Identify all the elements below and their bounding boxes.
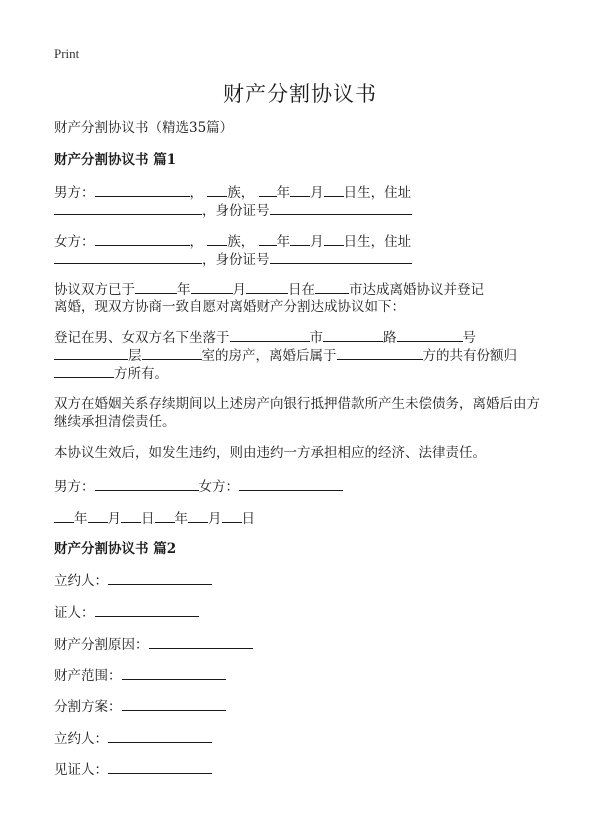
date1-month-blank[interactable]: [88, 509, 108, 523]
p1-day-blank[interactable]: [246, 280, 288, 294]
date2-day-blank[interactable]: [222, 509, 242, 523]
wife-signature-blank[interactable]: [239, 477, 343, 491]
s2-party-blank[interactable]: [108, 571, 212, 585]
s2-reason-blank[interactable]: [149, 635, 253, 649]
s2-field-party2: 立约人：: [54, 729, 212, 748]
paragraph4: 本协议生效后，如发生违约，则由违约一方承担相应的经济、法律责任。: [54, 445, 486, 461]
section1-heading: 财产分割协议书 篇1: [54, 152, 177, 168]
p2-owner-blank[interactable]: [337, 346, 423, 360]
husband-day-blank[interactable]: [324, 183, 344, 197]
date2-year-blank[interactable]: [155, 509, 175, 523]
p2-floor-blank[interactable]: [142, 346, 202, 360]
date-line: 年 月 日 年 月 日: [54, 509, 255, 528]
husband-address-blank[interactable]: [54, 201, 202, 215]
date1-day-blank[interactable]: [121, 509, 141, 523]
s2-scope-blank[interactable]: [122, 666, 226, 680]
wife-address-blank[interactable]: [54, 250, 202, 264]
p1-month-blank[interactable]: [191, 280, 233, 294]
s2-field-witness2: 见证人：: [54, 760, 212, 779]
paragraph2-line2: 层 室的房产，离婚后属于 方的共有份额归: [54, 346, 517, 365]
husband-month-blank[interactable]: [290, 183, 310, 197]
date2-month-blank[interactable]: [188, 509, 208, 523]
s2-field-scope: 财产范围：: [54, 666, 226, 685]
paragraph2-line3: 方所有。: [54, 364, 168, 383]
date1-year-blank[interactable]: [54, 509, 74, 523]
s2-field-witness: 证人：: [54, 603, 199, 622]
husband-label: 男方：: [54, 185, 95, 201]
paragraph1-line2: 离婚，现双方协商一致自愿对离婚财产分割达成协议如下：: [54, 299, 405, 315]
subtitle: 财产分割协议书（精选35篇）: [54, 120, 234, 136]
husband-signature-blank[interactable]: [95, 477, 199, 491]
document-title: 财产分割协议书: [223, 82, 377, 106]
p2-location-blank[interactable]: [230, 328, 310, 342]
husband-name-blank[interactable]: [95, 183, 190, 197]
paragraph3-line2: 继续承担清偿责任。: [54, 414, 176, 430]
s2-plan-blank[interactable]: [122, 697, 226, 711]
husband-year-blank[interactable]: [259, 183, 277, 197]
wife-ethnic-blank[interactable]: [207, 232, 227, 246]
p2-number-blank[interactable]: [54, 346, 128, 360]
wife-month-blank[interactable]: [290, 232, 310, 246]
p2-share-blank[interactable]: [54, 364, 114, 378]
wife-year-blank[interactable]: [259, 232, 277, 246]
print-link[interactable]: Print: [54, 46, 80, 61]
wife-day-blank[interactable]: [324, 232, 344, 246]
wife-info-line2: ，身份证号: [54, 250, 412, 269]
wife-label: 女方：: [54, 234, 95, 250]
husband-ethnic-blank[interactable]: [207, 183, 227, 197]
section2-heading: 财产分割协议书 篇2: [54, 541, 177, 557]
p2-road-blank[interactable]: [397, 328, 463, 342]
paragraph2-line1: 登记在男、女双方名下坐落于 市 路 号: [54, 330, 476, 346]
s2-party2-blank[interactable]: [108, 729, 212, 743]
s2-field-plan: 分割方案：: [54, 697, 226, 716]
s2-field-reason: 财产分割原因：: [54, 635, 253, 654]
wife-name-blank[interactable]: [95, 232, 190, 246]
s2-witness-blank[interactable]: [95, 603, 199, 617]
husband-id-blank[interactable]: [270, 201, 412, 215]
husband-info-line2: ，身份证号: [54, 201, 412, 220]
p1-year-blank[interactable]: [135, 280, 177, 294]
wife-info-line1: 女方： ， 族， 年 月 日生，住址: [54, 234, 412, 250]
wife-id-blank[interactable]: [270, 250, 412, 264]
paragraph3-line1: 双方在婚姻关系存续期间以上述房产向银行抵押借款所产生未偿债务，离婚后由方: [54, 396, 540, 412]
p1-city-blank[interactable]: [315, 280, 349, 294]
p2-city-blank[interactable]: [323, 328, 383, 342]
s2-witness2-blank[interactable]: [108, 760, 212, 774]
s2-field-party: 立约人：: [54, 571, 212, 590]
paragraph1-line1: 协议双方已于 年 月 日在 市达成离婚协议并登记: [54, 282, 484, 298]
husband-info-line1: 男方： ， 族， 年 月 日生，住址: [54, 185, 412, 201]
signature-line: 男方： 女方：: [54, 477, 343, 496]
